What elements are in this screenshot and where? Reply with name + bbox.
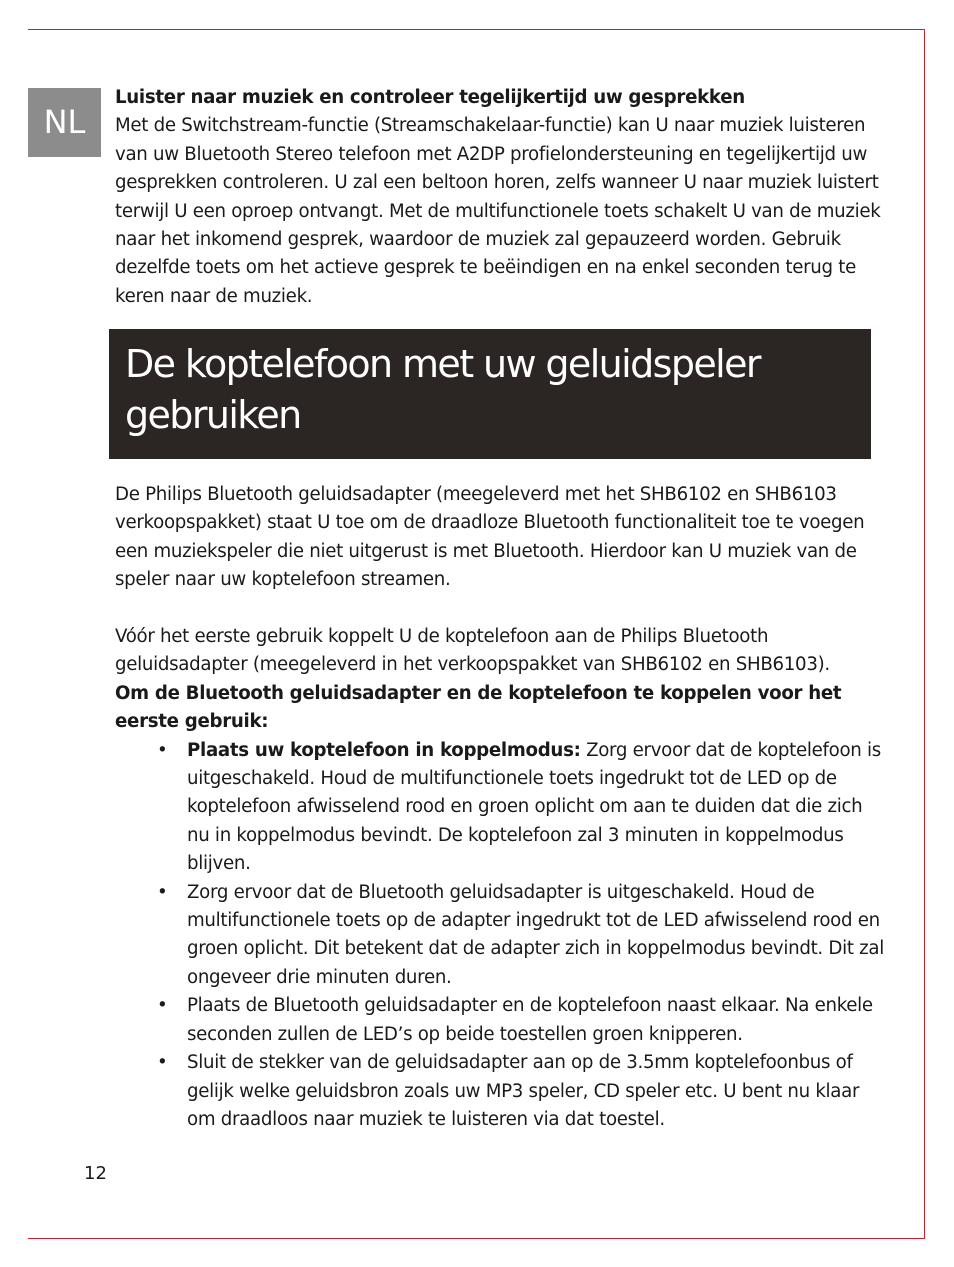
frame-right-line bbox=[924, 29, 925, 1239]
steps-list bbox=[115, 737, 885, 1135]
list-item bbox=[115, 737, 885, 879]
step-text: Zorg ervoor dat de Bluetooth geluidsadapter is uitgeschakeld. Houd de multifunctionele toets op de adapter ingedrukt tot de LED afwisselend rood en groen oplicht. Dit betekent dat de adapter zich in koppelmodus bevindt. Dit zal ongeveer drie minuten duren. bbox=[187, 881, 884, 988]
intro-section bbox=[115, 84, 885, 311]
language-tab: NL bbox=[28, 88, 101, 157]
list-item bbox=[115, 1049, 885, 1134]
bullet-icon: • bbox=[157, 1052, 168, 1074]
bullet-icon: • bbox=[157, 739, 168, 761]
step-text: Sluit de stekker van de geluidsadapter aan op de 3.5mm koptelefoonbus of gelijk welke geluidsbron zoals uw MP3 speler, CD speler etc. U bent nu klaar om draadloos naar muziek te luisteren via dat toestel. bbox=[187, 1052, 860, 1130]
section-banner bbox=[109, 329, 871, 459]
frame-top-line bbox=[28, 29, 925, 30]
paragraph-adapter: De Philips Bluetooth geluidsadapter (meegeleverd met het SHB6102 en SHB6103 verkoopspakket) staat U toe om de draadloze Bluetooth functionaliteit toe te voegen een muziekspeler die niet uitgerust is met Bluetooth. Hierdoor kan U muziek van de speler naar uw koptelefoon streamen. bbox=[115, 484, 865, 591]
step-text: Zorg ervoor dat de koptelefoon is uitgeschakeld. Houd de multifunctionele toets ingedrukt tot de LED op de koptelefoon afwisselend rood en groen oplicht om aan te duiden dat die zich nu in koppelmodus bevindt. De koptelefoon zal 3 minuten in koppelmodus blijven. bbox=[187, 739, 881, 875]
frame-bottom-line bbox=[28, 1238, 925, 1239]
bullet-icon: • bbox=[157, 995, 168, 1017]
list-item bbox=[115, 992, 885, 1049]
list-item bbox=[115, 879, 885, 993]
bullet-icon: • bbox=[157, 881, 168, 903]
section-title: De koptelefoon met uw geluidspeler gebruiken bbox=[125, 342, 760, 437]
intro-body: Met de Switchstream-functie (Streamschakelaar-functie) kan U naar muziek luisteren van uw Bluetooth Stereo telefoon met A2DP profielondersteuning en tegelijkertijd uw gesprekken controleren. U zal een beltoon horen, zelfs wanneer U naar muziek luistert terwijl U een oproep ontvangt. Met de multifunctionele toets schakelt U van de muziek naar het inkomend gesprek, waardoor de muziek zal gepauzeerd worden. Gebruik dezelfde toets om het actieve gesprek te beëindigen en na enkel seconden terug te keren naar de muziek. bbox=[115, 115, 881, 307]
step-text: Plaats de Bluetooth geluidsadapter en de koptelefoon naast elkaar. Na enkele seconden zullen de LED’s op beide toestellen groen knipperen. bbox=[187, 995, 873, 1045]
intro-heading: Luister naar muziek en controleer tegelijkertijd uw gesprekken bbox=[115, 87, 745, 108]
paragraph-pairing: Vóór het eerste gebruik koppelt U de koptelefoon aan de Philips Bluetooth geluidsadapter (meegeleverd in het verkoopspakket van SHB6102 en SHB6103). bbox=[115, 626, 830, 676]
page-number: 12 bbox=[84, 1163, 107, 1184]
steps-heading: Om de Bluetooth geluidsadapter en de koptelefoon te koppelen voor het eerste gebruik: bbox=[115, 682, 842, 733]
pairing-section bbox=[115, 623, 885, 1134]
step-lead: Plaats uw koptelefoon in koppelmodus: bbox=[187, 739, 581, 761]
